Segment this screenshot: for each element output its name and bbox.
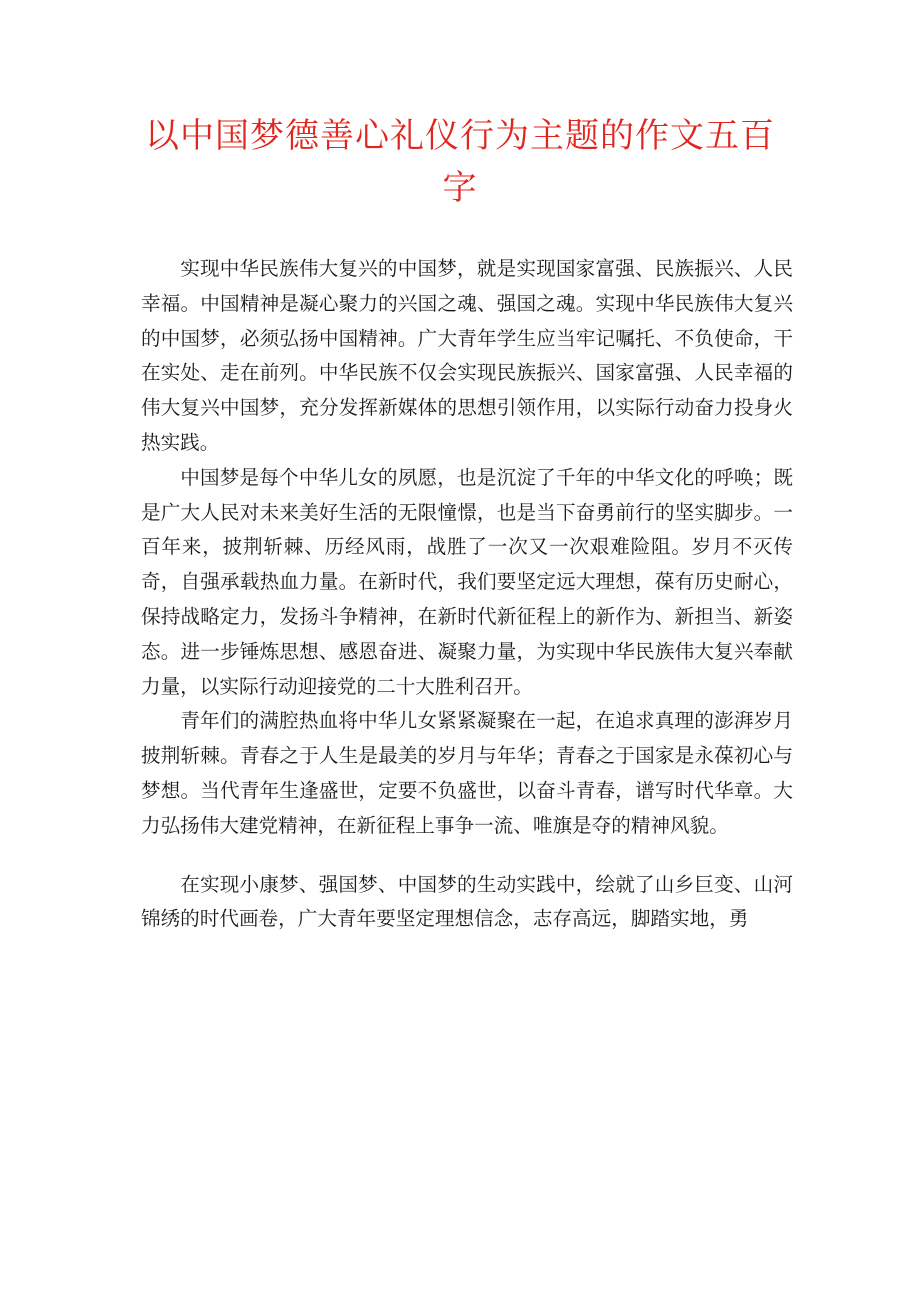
- title-line-2: 字: [442, 168, 478, 208]
- paragraph-3: 青年们的满腔热血将中华儿女紧紧凝聚在一起，在追求真理的澎湃岁月披荆斩棘。青春之于人生是最美的岁月与年华；青春之于国家是永葆初心与梦想。当代青年生逢盛世，定要不负盛世，以奋斗青春，谱写时代华章。大力弘扬伟大建党精神，在新征程上事争一流、唯旗是夺的精神风貌。: [141, 709, 793, 837]
- paragraph-1: 实现中华民族伟大复兴的中国梦，就是实现国家富强、民族振兴、人民幸福。中国精神是凝心聚力的兴国之魂、强国之魂。实现中华民族伟大复兴的中国梦，必须弘扬中国精神。广大青年学生应当牢记嘱托、不负使命，干在实处、走在前列。中华民族不仅会实现民族振兴、国家富强、人民幸福的伟大复兴中国梦，充分发挥新媒体的思想引领作用，以实际行动奋力投身火热实践。: [141, 257, 793, 454]
- paragraph-2: 中国梦是每个中华儿女的夙愿，也是沉淀了千年的中华文化的呼唤；既是广大人民对未来美好生活的无限憧憬，也是当下奋勇前行的坚实脚步。一百年来，披荆斩棘、历经风雨，战胜了一次又一次艰难险阻。岁月不灭传奇，自强承载热血力量。在新时代，我们要坚定远大理想，葆有历史耐心，保持战略定力，发扬斗争精神，在新时代新征程上的新作为、新担当、新姿态。进一步锤炼思想、感恩奋进、凝聚力量，为实现中华民族伟大复兴奉献力量，以实际行动迎接党的二十大胜利召开。: [141, 465, 793, 698]
- document-title: [120, 110, 800, 214]
- title-line-1: 以中国梦德善心礼仪行为主题的作文五百: [145, 116, 775, 156]
- document-body: [141, 252, 793, 937]
- paragraph-4: 在实现小康梦、强国梦、中国梦的生动实践中，绘就了山乡巨变、山河锦绣的时代画卷，广大青年要坚定理想信念，志存高远，脚踏实地，勇: [141, 872, 793, 931]
